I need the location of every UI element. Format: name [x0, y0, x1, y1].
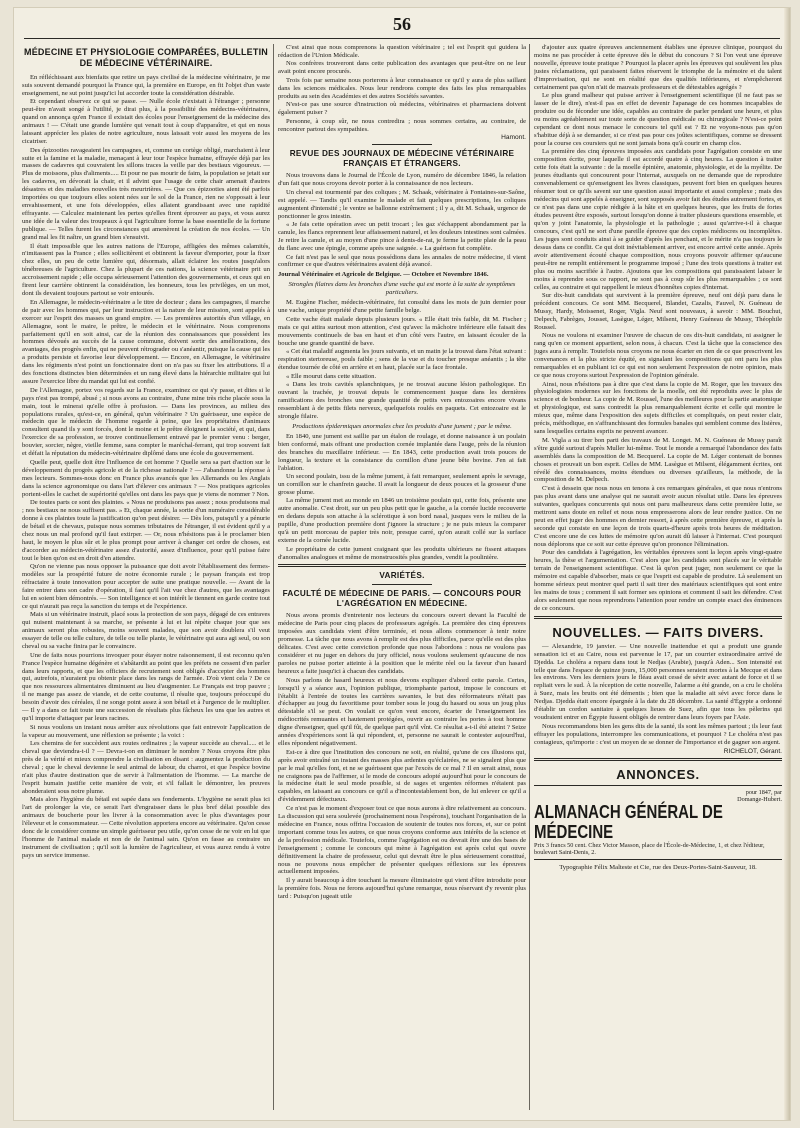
paragraph: De l'Allemagne, portez vos regards sur la France, examinez ce qui s'y passe, et dites si le pays n'est pas trompé, abusé ; si nous avons au contraire, d'une mine très riche placée sous la main, tout le minerai qu'elle offre à profusion. — Dans les provinces, au milieu des populations rurales, qu'est-ce, en général, qu'un vétérinaire ? Un guérisseur, une espèce de médecin que le médecin de l'homme regarde à peine, que les propriétaires d'animaux consultent quand ils y sont forcés, dont le moine et le prêtre éloignent la société, et qui, dans l'exercice de sa profession, se trouve continuellement entravé par le premier venu : berger, bouvier, sorcier, nègre, vieille femme, sans compter le maréchal-ferrant, qui trop souvent fait et défait la réputation du médecin-vétérinaire diplômé dans une école du gouvernement.: [22, 386, 270, 458]
gerant-signature: RICHELOT, Gérant.: [723, 747, 782, 755]
annonces-title: ANNONCES.: [616, 766, 700, 782]
review-section-title: REVUE DES JOURNAUX DE MÉDECINE VÉTÉRINAIRE FRANÇAIS ET ÉTRANGERS.: [289, 149, 515, 169]
paragraph: M. Vigla a su tirer bon parti des travaux de M. Longet. M. N. Guéneau de Mussy paraît s'être guidé surtout d'après Muller lui-même. Tout le monde a remarqué l'abondance des faits assemblés dans la composition de M. Becquerel. La copie de M. Léger contenait de bonnes choses et prouvait un bon esprit. Celles de MM. Lasègue et Milsent, élégamment écrites, ont révélé des connaissances, moins étendues ou diverses qu'ailleurs, la méthode, de la composition de M. Delpech.: [534, 436, 782, 484]
paragraph: Sur dix-huit candidats qui survivent à la première épreuve, neuf ont déjà paru dans le précédent concours. Ce sont MM. Becquerel, Blandet, Cazalis, Fauvel, N. Guéneau de Mussy, Hardy, Moissenet, Roger, Vigla. Neuf sont nouveaux, à savoir : MM. Bouchut, Delpech, Fabrèges, Jousset, Lasègue, Léger, Milsent, Henry Guéneau de Mussy, Théophile Roussel.: [534, 292, 782, 331]
divider: [534, 616, 782, 619]
paragraph: Mais si un vétérinaire instruit, placé sous la protection de son pays, dégagé de ces entraves qui nuisent maintenant à sa marche, se présente à lui et lui répète chaque jour que ses animaux seront plus robustes, moins souvent malades, que son avoir doublera s'il veut essayer de telle ou telle culture, de telle ou telle plante, le vétérinaire qui aura agi seul, ou son cheval ou sa vache finira par le convaincre.: [22, 611, 270, 651]
varietes-title: VARIÉTÉS.: [379, 571, 425, 581]
paragraph: Les chemins de fer succèdent aux routes ordinaires ; la vapeur succède au cheval..... et le cheval que deviendra-t-il ? — Devra-t-on en diminuer le nombre ? Nous croyons être plus près de la vérité et mieux comprendre la civilisation en disant : augmentez la production du cheval ; que le cheval devienne le seul animal de labour, du charroi, et que l'espèce bovine n'ait plus d'autre destination que de servir à l'alimentation de l'homme. — La marche de l'esprit humain justifie cette manière de voir, et s'il fallait le démontrer, les preuves abonderaient sous notre plume.: [22, 740, 270, 795]
paragraph: « Je fais cette opération avec un petit trocart ; les gaz s'échappent abondamment par la canule, les flancs reprennent leur affaissement naturel, et les douleurs intestines sont calmées. Je retire la canule, et au moyen d'une pince à dents-de-rat, je ferme la petite plaie de la peau du flanc avec une épingle, comme après une saignée. » La guérison fut complète.: [278, 221, 526, 253]
paragraph: La même jument met au monde en 1846 un troisième poulain qui, cette fois, présente une autre anomalie. C'est droit, sur un peu plus petit que le gauche, a la cornée lucide recouverte en dedans depuis son attache à la sclérotique à son bord nasal, jusques vers le milieu de la pupille, d'une production première dont j'ignore la structure ; je ne puis mieux la comparer qu'à un petit morceau de papier très noir, presque carré, qu'on aurait collé sur la surface externe de la cornée lucide.: [278, 497, 526, 545]
paragraph: Ce n'est pas le moment d'exposer tout ce que nous aurons à dire relativement au concours. La discussion qui sera soulevée (prochainement nous l'espérons), touchant l'organisation de la médecine en France, nous offrira l'occasion de soutenir de toutes nos forces, et, sur ce point important comme tous les autres, ce que nous croyons conforme aux intérêts de la science et de la profession médicale. Toutefois, comme l'agrégation est ou devrait être une des bases de l'enseignement ; comme le concours qui mène à l'agrégation est après celui qui ouvre définitivement la chaire de professeur, celui qui devrait être le plus sérieusement constitué, nous ne pouvons nous empêcher de présenter quelques réflexions sur les épreuves actuellement imposées.: [278, 804, 526, 876]
concours-body: [278, 612, 526, 900]
paragraph: Nous ne voulons ni examiner l'œuvre de chacun de ces dix-huit candidats, ni assigner le rang qu'en ce moment appartient, selon nous, à chacun. C'est la tâche que la conscience des juges aura à remplir. Toutefois nous croyons ne nous écarter en rien de ce que prescrivent les convenances et la plus stricte équité, en signalant les compositions qui ont paru les plus remarquables et en publiant ici ce qui est non seulement l'expression de notre opinion, mais ce que nous croyons surtout l'expression de l'opinion générale.: [534, 332, 782, 380]
paragraph: Un second poulain, issu de la même jument, à fait remarquer, seulement après le sevrage, un cornillon sur le chanfrein gauche. Il avait la longueur de deux pouces et la grosseur d'une grosse plume.: [278, 472, 526, 496]
concours-continuation: [534, 44, 782, 613]
faculty-title: FACULTÉ DE MÉDECINE DE PARIS. — CONCOURS POUR L'AGRÉGATION EN MÉDECINE.: [282, 589, 522, 609]
ad-title: ALMANACH GÉNÉRAL DE MÉDECINE: [534, 801, 723, 843]
paragraph: « Cet état maladif augmenta les jours suivants, et un matin je la trouvai dans l'état suivant : respiration stertoreuse, pouls faible ; sens de la vue et du toucher presque anéantis ; la tête étendue tournée de côté en arrière et en haut, placée sur la face frontale.: [278, 348, 526, 372]
divider: [372, 584, 432, 585]
column-1: [22, 44, 270, 1114]
ad-text: Prix 3 francs 50 cent. Chez Victor Masson, place de l'École-de-Médecine, 1, et chez l'éditeur, boulevart Saint-Denis, 2.: [534, 841, 765, 856]
author-signature: Hamont.: [501, 134, 526, 142]
paragraph: En 1840, une jument est saillie par un étalon de roulage, et donne naissance à un poulain bien conformé, mais offrant une production cornée implantée dans l'auge, près de la réunion des branches du maxillaire inférieur. — En 1843, cette production avait trois pouces de longueur, la texture et la consistance du cornillon d'une jeune bête bovine. J'en ai fait l'ablation.: [278, 432, 526, 472]
paragraph: N'est-ce pas une source d'instruction où médecins, vétérinaires et pharmaciens doivent également puiser ?: [278, 101, 526, 117]
column-3: [534, 44, 782, 1114]
paragraph: Quelle peut, quelle doit être l'influence de cet homme ? Quelle sera sa part d'action sur le développement du progrès agricole et de la richesse nationale ? — J'abandonne la réponse à mes lecteurs. Sommes-nous donc en France plus avancés que les Allemands ou les Anglais dans la science agronomique ou dans l'art d'élever ces animaux ? — Nos pratiques agricoles portent-elles le cachet de supériorité qu'elles ont dans les pays que je viens de nommer ? Non.: [22, 458, 270, 498]
ad-side-text: pour 1847, par Domange-Hubert.: [737, 788, 782, 803]
paragraph: M. Eugène Fischer, médecin-vétérinaire, fut consulté dans les mois de juin dernier pour une vache, unique propriété d'une petite famille belge.: [278, 299, 526, 315]
paragraph: Pour des candidats à l'agrégation, les véritables épreuves sont la leçon après vingt-quatre heures, la thèse et l'argumentation. C'est alors que les candidats sont placés sur le véritable terrain de l'enseignement scientifique. C'est là qu'on peut juger, non seulement ce que la mémoire est capable d'absorber, mais ce que l'esprit est capable de produire. Là seulement un homme sérieux peut montrer quel parti il sait tirer des matériaux scientifiques qui sont entre les mains de tous ; comment il sait former ses opinions et comment il sait les défendre. C'est alors seulement que nous reprendrons l'attention pour rendre un compte exact des éminences de ce concours.: [534, 549, 782, 612]
paragraph: — Alexandrie, 19 janvier. — Une nouvelle inattendue et qui a produit une grande sensation ici et au Caire, nous est parvenue le 17, par un courrier extraordinaire arrivé de Djedda. Le choléra a reparu dans tout le Nedjas (Arabie), jusqu'à Aden... Son intensité est telle que dans l'espace de quinze jours, 15,000 personnes seraient mortes à la Mecque et dans les environs. Vers les derniers jours le fléau avait cessé de sévir avec autant de force et il se repliait vers le sud. À la réception de cette nouvelle, l'alarme a été grande, on a cru le choléra à Suez, mais les bruits ont été démentis ; bien que la maladie ait sévi avec force dans le Nedjas. Djedda était encore épargnée à la date du 28 décembre. La santé d'Égypte a ordonné d'établir un cordon sanitaire à quelques lieues de Suez, afin que tous les pèlerins qui voudraient entrer en Égypte fussent obligés de rentrer dans leurs foyers par l'Asie.: [534, 642, 782, 722]
news-body: [534, 643, 782, 747]
paragraph: Trois fois par semaine nous porterons à leur connaissance ce qu'il y aura de plus saillant dans les sciences médicales. Nous leur rendrons compte des faits les plus remarquables produits au sein des Académies et des autres Sociétés savantes.: [278, 76, 526, 100]
advertisement: [534, 785, 782, 861]
article-body: [278, 433, 526, 562]
paragraph: Ce fait n'est pas le seul que nous possédions dans les annales de notre médecine, il vient confirmer ce que d'autres vétérinaires avaient déjà avancé.: [278, 253, 526, 269]
paragraph: Il était impossible que les autres nations de l'Europe, affligées des mêmes calamités, n'imitassent pas la France ; elles sollicitèrent et obtinrent la faveur d'emporter, pour la fixer chez elles, un peu de cette lumière qui, désormais, allait éclairer les routes jusqu'alors ténébreuses de l'agriculture. Chez la plupart de ces nations, la science vétérinaire prit un accroissement rapide ; elle occupa sérieusement l'attention des gouvernements, et ceux qui en firent leur carrière obtinrent la considération, les honneurs, tous les privilèges, en un mot, dont ils devaient toujours partout se voir entourés.: [22, 242, 270, 298]
paragraph: Nos confrères trouveront dans cette publication des avantages que peut-être on ne leur avait point encore procurés.: [278, 60, 526, 76]
paragraph: Si nous voulons un instant nous arrêter aux révolutions que fait entrevoir l'application de la vapeur au mouvement, une réflexion se présente ; la voici :: [22, 723, 270, 739]
page-edge: [784, 8, 790, 1120]
column-separator: [273, 44, 274, 1110]
review-body: [278, 172, 526, 269]
paragraph: Nous avons promis d'entretenir nos lecteurs du concours ouvert devant la Faculté de médecine de Paris pour cinq places de professeurs agrégés. La première des cinq épreuves imposées aux candidats vient d'être terminée, et nous allons commencer à tenir notre promesse. La tâche que nous avons à remplir est des plus difficiles, parce qu'elle est des plus délicates. C'est avec cette conviction profonde que nous l'abordons : nous ne voulons pas considérer et nu juger en dehors du jury officiel, nous voulons seulement qu'aucune de nos paroles ne puisse porter atteinte à la position que le mérite réel ou la faveur d'un hasard heureux a faite jusqu'ici à chacun des candidats.: [278, 612, 526, 676]
top-rule: [24, 38, 780, 39]
bulletin-title: MÉDECINE ET PHYSIOLOGIE COMPARÉES, BULLETIN DE MÉDECINE VÉTÉRINAIRE.: [24, 47, 268, 68]
paragraph: En réfléchissant aux bienfaits que retire un pays civilisé de la médecine vétérinaire, je me suis souvent demandé pourquoi la France qui, la première en Europe, en fit l'objet d'un vaste enseignement, ne sut point jusqu'ici lui accorder toute la considération désirable.: [22, 74, 270, 97]
column-2: [278, 44, 526, 1114]
column-separator: [529, 44, 530, 1110]
paragraph: Le propriétaire de cette jument craignant que les produits ultérieurs ne fissent attaques d'anomalies analogues et même de monstruosités plus grandes, vendit la poulinière.: [278, 545, 526, 561]
bulletin-body: [22, 74, 270, 860]
article-heading: Productions épidermiques anormales chez les produits d'une jument ; par le même.: [292, 422, 512, 430]
divider: [278, 564, 526, 567]
paragraph: Nous recommandons bien les gens dits de la santé, ils sont les mêmes partout ; ils leur faut effrayer les populations, interrompre les communications, et pourquoi ? Le choléra n'est pas contagieux, qu'importe : c'est un moyen de se donner de l'importance et de gagner son argent.: [534, 722, 782, 746]
paragraph: Mais alors l'hygiène du bétail est sapée dans ses fondements. L'hygiène ne serait plus ici l'art de prolonger la vie, ce serait l'art d'engraisser dans le plus bref délai possible des animaux de boucherie pour les livrer à la consommation avec le plus d'avantages pour l'éleveur et le consommateur. — Cette révolution apportera encore au vétérinaire. Qu'on cesse donc de le considérer comme un simple guérisseur peu utile, qu'on cesse de ne voir en lui que l'homme de l'animal malade et non de de l'animal sain. Qu'on en fasse au contraire un instrument de civilisation ; qu'il soit la lumière de l'agriculteur, et vous aurez rendu à votre pays un service immense.: [22, 796, 270, 859]
divider: [372, 144, 432, 145]
paragraph: En Allemagne, le médecin-vétérinaire a le titre de docteur ; dans les campagnes, il marche de pair avec les hommes qui, par leur instruction et la nature de leur mission, sont appelés à exercer sur l'esprit des masses un grand empire. — Les premières autorités d'un village, en Allemagne, sont le maire, le prêtre, le médecin et le vétérinaire. Nous comprenons parfaitement qu'il en soit ainsi, car de la réunion des connaissances que possèdent les hommes dévoués au succès de la cause commune, doivent sortir des améliorations, des avantages, des progrès enfin, qui ne peuvent rétrograder ou s'anéantir, puisque la cause qui les a produits persiste et favorise leur développement. — Encore, en Allemagne, le vétérinaire dans les régiments n'est point un fonctionnaire dont on n'a pas su fixer les attributions. Il a des fonctions distinctes bien déterminées et un rang élevé dans la hiérarchie militaire qui lui assure l'exercice libre du mandat qui lui est confié.: [22, 298, 270, 386]
paragraph: Une de faits nous pourrions invoquer pour étayer notre raisonnement, il est reconnu qu'en France l'espèce humaine dégénère et s'abâtardit au point que les préfets ne cessent d'en parler dans leurs rapports, et que les officiers de recrutement sont obligés d'accepter des hommes qui, autrefois, n'auraient pu obtenir place dans les rangs de l'armée. D'où vient cela ? De ce que nos ressources alimentaires diminuent au lieu d'augmenter. Le Français est trop pauvre ; il ne mange pas assez de viande, et de cette coutume, il résulte que, toujours préoccupé du besoin d'avoir des céréales, il ne songe point assez à son bétail et à l'urgence de le multiplier. — Il y a dans ce fait toute une succession de résultats plus fâcheux les uns que les autres et qu'il importe d'attaquer par leurs racines.: [22, 651, 270, 723]
article-body: [278, 299, 526, 420]
paragraph: C'est ainsi que nous comprenons la question vétérinaire ; tel est l'esprit qui guidera la rédaction de l'Union Médicale.: [278, 44, 526, 59]
paragraph: « Elle mourut dans cette situation.: [286, 372, 377, 380]
paragraph: La première des cinq épreuves imposées aux candidats pour l'agrégation consiste en une composition écrite, pour laquelle il est accordé quatre à cinq heures. La question à traiter cette fois était la suivante : de la moelle épinière, anatomie, physiologie, et de la myélite. De jeunes étudiants qui concourent pour l'internat, auxquels on ne demande que de reproduire convenablement ce qu'enseignent les livres classiques, peuvent fort bien en quelques heures résumer tout ce qu'ils savent sur une question aussi importante et aussi complexe ; mais des médecins qui sont appelés à enseigner, sont supposés avoir fait des études autrement fortes, et ce n'est pas dans une copie rédigée à la hâte et en quelques heures, que les fruits de fortes études peuvent être exposés, surtout lorsqu'on donne à traiter plusieurs questions ensemble, et qu'on y joint l'anatomie, la physiologie et la pathologie ; aussi qu'arrive-t-il à chaque concours, c'est qu'il ne sort d'une pareille épreuve que des copies médiocres ou incomplètes. Les juges sont conduits ainsi à se guider d'après les penchant, et le mérite n'a pas toujours le dessus dans ce conflit. Ce qui doit inévitablement arriver, est encore arrivé cette année. Après avoir attentivement écouté chaque composition, nous croyons pouvoir affirmer qu'aucune peut-être ne remplit entièrement le programme imposé ; l'une des trois questions à traiter est plus ou moins sacrifiée à l'autre. Ajoutons que les compositions qui paraissaient laisser le moins à reprendre sous ce rapport, ne sont pas à coup sûr les plus remarquables ; ce sont celles, au contraire et qui rappellent le mieux d'honnêtes copies d'internat.: [534, 148, 782, 291]
paragraph: Nous parlons de hasard heureux et nous devons expliquer d'abord cette parole. Certes, lorsqu'il y a séance aux, l'opinion publique, triomphante partout, impose le concours et l'établit à l'entrée de toutes les carrières savantes, le but des réformateurs n'était pas d'échapper au joug du favoritisme pour tomber sous le joug du hasard ou sous un joug plus détestable s'il se peut. On voulait ce qu'on veut encore, écarter de l'enseignement les médiocrités remuantes et hautement protégées, ouvrir au contraire les portes à tout homme digne d'enseigner, quel qu'il fût, de quelque part qu'il vînt. Ce résultat a-t-il été atteint ? Seize années d'expériences sont là qui répondent, et, personne ne saurait le contester aujourd'hui, elles répondent négativement.: [278, 676, 526, 748]
paragraph: Personne, à coup sûr, ne nous contredira ; nous sommes certains, au contraire, de rencontrer partout des sympathies.: [278, 117, 526, 133]
article-heading: Strongles filaires dans les bronches d'une vache qui est morte à la suite de symptômes particuliers.: [288, 281, 516, 297]
paragraph: De toutes parts ce sont des plaintes. « Nous ne produisons pas assez ; nous produisons mal ; nos bestiaux ne nous suffisent pas. » Et, chaque année, la sortie d'un numéraire considérable donne à ces plaintes toute la justification qu'on peut désirer. — Dès lors, puisqu'il y a pénurie de bétail et de chevaux, puisque nous sommes tributaires de l'étranger, il est évident qu'il y a chez nous un mal profond qu'il faut extirper. — Or, nous n'hésitons pas à le proclamer bien haut, le moyen le plus sûr et le plus prompt pour arriver à changer cet ordre de choses, est d'accorder au médecin-vétérinaire assez d'autorité, assez d'influence, pour qu'il puisse faire tout le bien qu'on est en droit d'en attendre.: [22, 499, 270, 562]
paragraph: Est-ce à dire que l'institution des concours ne soit, en réalité, qu'une de ces illusions qui, après avoir entraîné un instant des masses plus ardentes qu'éclairées, ne se signalent plus que par le mal qu'elles font, et ne se guérissent que par l'excès de ce mal ? Il en serait ainsi, nous ne craignons pas de l'affirmer, si le mode de concours adopté aujourd'hui pour le concours de la médecine était le seul mode possible, si de sages et urgentes réformes n'étaient pas capables, en laissant au concours ce qu'il a d'incontestablement bon, de lui enlever ce qu'il a d'évidemment défectueux.: [278, 748, 526, 804]
divider: [534, 758, 782, 761]
paragraph: Nous trouvons dans le Journal de l'École de Lyon, numéro de décembre 1846, la relation d'un fait que nous croyons devoir porter à la connaissance de nos lecteurs.: [278, 172, 526, 188]
paragraph: Cette vache était malade depuis plusieurs jours. « Elle était très faible, dit M. Fischer ; mais ce qui attira surtout mon attention, c'est qu'avec la mâchoire inférieure elle faisait des mouvements continuels de bas en haut et d'un côté vers l'autre, en laissant écouler de la bouche une grande quantité de bave.: [278, 315, 526, 347]
paragraph: Des épizooties ravageaient les campagnes, et, comme un cortège obligé, marchaient à leur suite et la famine et la maladie, menaçant à leur tour l'espèce humaine, effrayée déjà par les masses de cadavres qui couvraient les sillons traces la veille par des bestiaux vigoureux. — Plus de moissons, plus d'aliments..... Et pour ne pas mourir de faim, la population se jetait sur les cadavres, en dévorait la chair, et il advint que l'usage de cette chair amenait d'autres désastres et des maladies nouvelles très meurtrières. — Que ces épizooties aient été parfois importées ou que toujours elles soient nées sur le sol de la France, rien ne s'opposait à leur envahissement, et une fois développées, elles allaient grandissant avec une rapidité effrayante. — Calculez maintenant les pertes qu'elles firent éprouver au pays, et vous aurez une idée de la valeur des troupeaux à qui l'agriculture forme la base essentielle de la fortune publique. — Telles furent les circonstances qui amenèrent la création de nos écoles. — Un grand mal les fit naître, un grand bien s'ensuivit.: [22, 146, 270, 242]
bulletin-continuation: [278, 44, 526, 133]
paragraph: Et cependant observez ce qui se passe. — Nulle école n'existait à l'étranger ; personne peut-être n'avait songé à l'utilité, je dirai plus, à la possibilité des médecins-vétérinaires, quand on annonça qu'en France il existait des écoles pour l'enseignement de la médecine des animaux ! — C'était une grande lumière qui venait tout à coup d'apparaître, et qui en nous laissant apprécier les plaies de notre agriculture, nous laissait voir aussi les moyens de les cicatriser.: [22, 98, 270, 146]
paragraph: C'est à dessein que nous nous en tenons à ces remarques générales, et que nous n'entrons pas plus avant dans une analyse qui ne saurait avoir aucun résultat utile. Dans les épreuves suivantes, quelques concurrents qui nous ont paru malheureux dans cette première lutte, se mettront sans doute en relief et nous nous empresserons alors de leur rendre justice. On ne peut en effet juger des hommes en dernier ressort, à après cette première épreuve, et après la seconde qui consiste en une leçon de trois quarts-d'heure après trois heures de méditation. C'est encore une de ces luttes de mémoire qu'on aurait dû laisser à l'internat. C'est pourquoi nous déplorons que ce soit sur cette épreuve qu'on prononce l'élimination.: [534, 484, 782, 548]
newspaper-page: [14, 8, 790, 1120]
paragraph: « Dans les trois cavités splanchniques, je ne trouvai aucune lésion pathologique. En ouvrant la trachée, je trouvai depuis le commencement jusque dans les dernières ramifications des bronches une grande quantité de petits vers entozoaires encore vivans ressemblant à de petits filets nerveux, quelquefois roulés en paquets. Cet entozoaire est le strongle filaire.: [278, 380, 526, 420]
paragraph: Il y aurait beaucoup à dire touchant la mesure éliminatoire qui vient d'être introduite pour la première fois. Nous ne ferons aujourd'hui qu'une remarque, nous réservant d'y revenir plus tard : Puisqu'on jugeait utile: [278, 876, 526, 900]
paragraph: d'ajouter aux quatre épreuves anciennement établies une épreuve clinique, pourquoi du moins ne pas procéder à cette épreuve dès le début du concours ? Si l'on veut une épreuve nouvelle, épreuve toute pratique ? Pourquoi la placer après les épreuves qui soulèvent les plus justes réclamations, qui paraissent faites réservent le triomphe de la mémoire et du talent d'improvisation, qui ne sont en réalité que des qualités inférieures, et n'empêcheront certainement pas qu'on n'ait de mauvais professeurs et de détestables agrégés ?: [534, 44, 782, 91]
paragraph: Ainsi, nous n'hésitons pas à dire que c'est dans la copie de M. Roger, que les travaux des physiologistes modernes sur les fonctions de la moelle, ont été reproduits avec le plus de science et de bonheur. La copie de M. Roussel, l'une des meilleures pour la partie anatomique et physiologique, est sans contredit la plus remarquablement écrite et celle qui montre le mieux que, même dans l'exposition des sujets difficiles et compliqués, on peut rester clair, précis, méthodique, en s'affranchissant des formules banales qui semblent comme des lisières, sans lesquelles certains esprits ne peuvent avancer.: [534, 380, 782, 436]
paragraph: Le plus grand malheur qui puisse arriver à l'enseignement scientifique (il ne faut pas se lasser de le dire), n'est-il pas en effet de devenir l'apanage de ces hommes incapables de produire ou de féconder une idée, capables au contraire de parler pendant une heure, et plus ou moins agréablement sur toute sorte de question médicale ou chirurgicale ? N'est-ce point cependant ce dont nous menace le concours tel qu'il est ? Et ne voyons-nous pas qu'on s'habitue déjà à se demander, si ce n'est pas pour ces joûtes scientifiques, comme se dressent pour la course ces coursiers qui ne sont jamais bons qu'à courir en champ clos.: [534, 92, 782, 147]
paragraph: Qu'on ne vienne pas nous opposer la puissance que doit avoir l'établissement des fermes-modèles sur la prospérité future de notre économie rurale ; le paysan français est trop réfractaire à toute innovation pour accepter de suite une pratique nouvelle. — Avant de la faire entrer dans son cadre d'opération, il faut qu'il l'ait vue chez d'autres, que les avantages lui en soient bien démontrés. — Son intelligence et son intérêt le tiennent en garde contre tout ce qui n'aurait pas reçu la sanction du temps et de l'expérience.: [22, 563, 270, 610]
journal-subtitle: Journal Vétérinaire et Agricole de Belgique. — Octobre et Novembre 1846.: [278, 271, 489, 279]
paragraph: Un cheval est tourmenté par des coliques ; M. Schaak, vétérinaire à Fontaines-sur-Saône, est appelé. — Tandis qu'il examine le malade et fait quelques prescriptions, les coliques augmentent d'intensité ; le ventre se ballonne extrêmement ; il y a, dit M. Schaak, urgence de ponctionner le gros intestin.: [278, 188, 526, 220]
news-title: NOUVELLES. — FAITS DIVERS.: [552, 624, 764, 640]
printer-imprint: Typographie Félix Malteste et Cie, rue des Deux-Portes-Saint-Sauveur, 18.: [559, 864, 757, 872]
page-number: 56: [393, 14, 411, 34]
